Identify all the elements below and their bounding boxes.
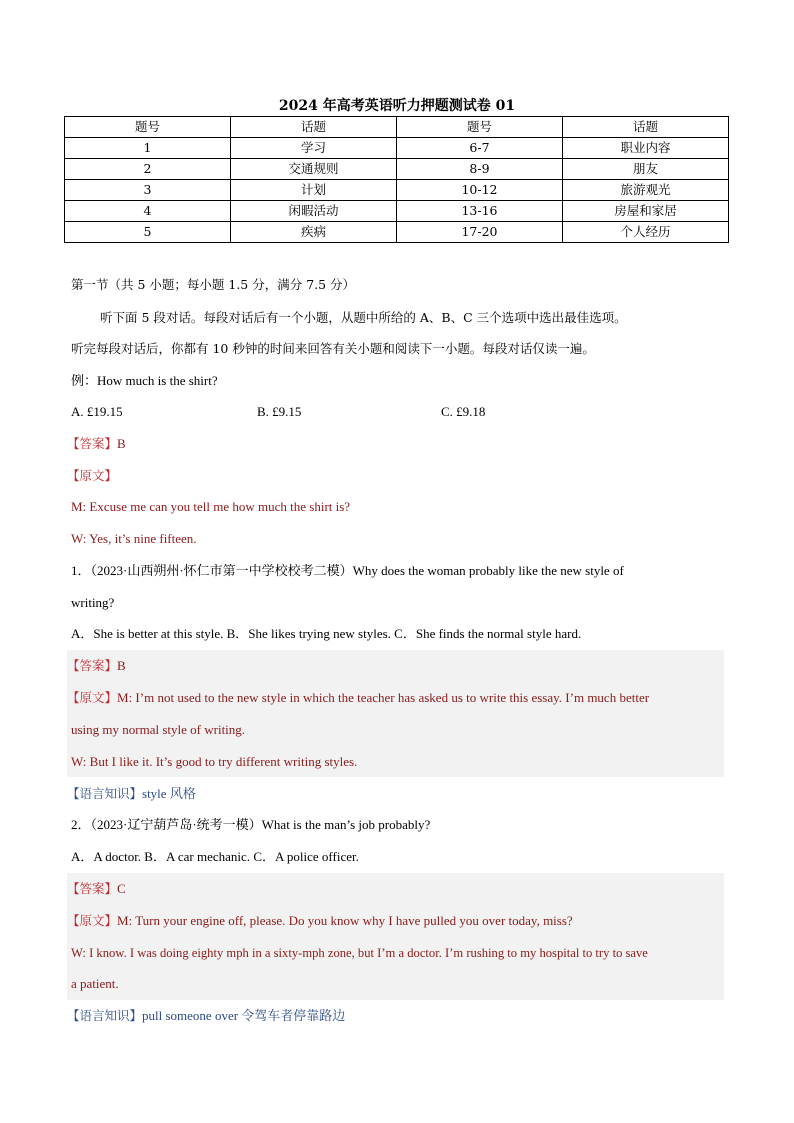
table-cell: 闲暇活动 xyxy=(231,201,397,222)
question-2-transcript-w2: a patient. xyxy=(71,976,119,991)
question-2-answer xyxy=(67,880,126,898)
example-transcript-w: W: Yes, it’s nine fifteen. xyxy=(71,531,197,546)
table-cell: 交通规则 xyxy=(231,159,397,180)
question-1-transcript-w: W: But I like it. It’s good to try different writing styles. xyxy=(71,754,358,769)
transcript-tag: 【原文】 xyxy=(67,468,118,483)
question-1-language-note xyxy=(67,785,196,803)
example-option-b: B. £9.15 xyxy=(257,404,302,419)
table-cell: 学习 xyxy=(231,138,397,159)
section-heading: 第一节（共 5 小题；每小题 1.5 分，满分 7.5 分） xyxy=(71,277,356,292)
question-1-line-2: writing? xyxy=(71,595,115,610)
question-2-transcript-m xyxy=(67,912,573,930)
table-cell: 计划 xyxy=(231,180,397,201)
answer-tag: 【答案】 xyxy=(67,436,118,451)
instruction-line-2: 听完每段对话后，你都有 10 秒钟的时间来回答有关小题和阅读下一小题。每段对话仅读一遍。 xyxy=(71,341,595,356)
table-cell: 1 xyxy=(65,138,231,159)
table-cell: 6-7 xyxy=(397,138,563,159)
question-2-language-note xyxy=(67,1007,345,1025)
table-header-cell: 题号 xyxy=(397,117,563,138)
question-1-transcript-m1 xyxy=(67,689,649,707)
transcript-text: M: Turn your engine off, please. Do you know why I have pulled you over today, miss? xyxy=(117,913,573,928)
answer-value: B xyxy=(117,658,126,673)
transcript-tag: 【原文】 xyxy=(67,913,118,928)
example-option-a: A. £19.15 xyxy=(71,404,123,419)
question-2-line: 2．（2023·辽宁葫芦岛·统考一模）What is the man’s job probably? xyxy=(71,817,431,832)
table-cell: 2 xyxy=(65,159,231,180)
answer-tag: 【答案】 xyxy=(67,658,118,673)
transcript-text: M: I’m not used to the new style in which the teacher has asked us to write this essay. I’m much better xyxy=(117,690,650,705)
page-title: 2024 年高考英语听力押题测试卷 01 xyxy=(278,98,516,114)
example-question: 例：How much is the shirt? xyxy=(71,373,218,388)
table-row xyxy=(65,180,729,201)
instruction-line-1: 听下面 5 段对话。每段对话后有一个小题，从题中所给的 A、B、C 三个选项中选出最佳选项。 xyxy=(100,310,627,325)
example-transcript-m: M: Excuse me can you tell me how much the shirt is? xyxy=(71,499,351,514)
table-row xyxy=(65,138,729,159)
example-option-c: C. £9.18 xyxy=(441,404,486,419)
language-text: style 风格 xyxy=(142,786,196,801)
table-header-row xyxy=(65,117,729,138)
table-header-cell: 话题 xyxy=(231,117,397,138)
table-cell: 8-9 xyxy=(397,159,563,180)
table-row xyxy=(65,159,729,180)
language-tag: 【语言知识】 xyxy=(67,1008,143,1023)
table-cell: 17-20 xyxy=(397,222,563,243)
topic-table xyxy=(64,116,729,243)
question-1-options: A．She is better at this style. B．She likes trying new styles. C．She finds the normal style hard. xyxy=(71,626,582,641)
answer-value: C xyxy=(117,881,126,896)
language-tag: 【语言知识】 xyxy=(67,786,143,801)
table-cell: 个人经历 xyxy=(563,222,729,243)
question-1-line-1: 1．（2023·山西朔州·怀仁市第一中学校校考二模）Why does the woman probably like the new style of xyxy=(71,563,624,578)
table-header-cell: 题号 xyxy=(65,117,231,138)
question-1-answer xyxy=(67,657,126,675)
table-cell: 职业内容 xyxy=(563,138,729,159)
language-text: pull someone over 令驾车者停靠路边 xyxy=(142,1008,346,1023)
answer-block-2 xyxy=(67,873,724,1000)
question-1-transcript-m2: using my normal style of writing. xyxy=(71,722,246,737)
table-cell: 13-16 xyxy=(397,201,563,222)
table-row xyxy=(65,222,729,243)
table-cell: 房屋和家居 xyxy=(563,201,729,222)
table-cell: 疾病 xyxy=(231,222,397,243)
table-cell: 3 xyxy=(65,180,231,201)
example-answer xyxy=(67,435,126,453)
question-2-transcript-w1: W: I know. I was doing eighty mph in a sixty-mph zone, but I’m a doctor. I’m rushing to my hospital to try to save xyxy=(71,946,648,960)
answer-value: B xyxy=(117,436,126,451)
table-cell: 10-12 xyxy=(397,180,563,201)
table-cell: 5 xyxy=(65,222,231,243)
table-cell: 朋友 xyxy=(563,159,729,180)
answer-tag: 【答案】 xyxy=(67,881,118,896)
table-row xyxy=(65,201,729,222)
table-header-cell: 话题 xyxy=(563,117,729,138)
table-cell: 4 xyxy=(65,201,231,222)
question-2-options: A．A doctor. B．A car mechanic. C．A police officer. xyxy=(71,849,359,864)
table-cell: 旅游观光 xyxy=(563,180,729,201)
transcript-tag: 【原文】 xyxy=(67,690,118,705)
